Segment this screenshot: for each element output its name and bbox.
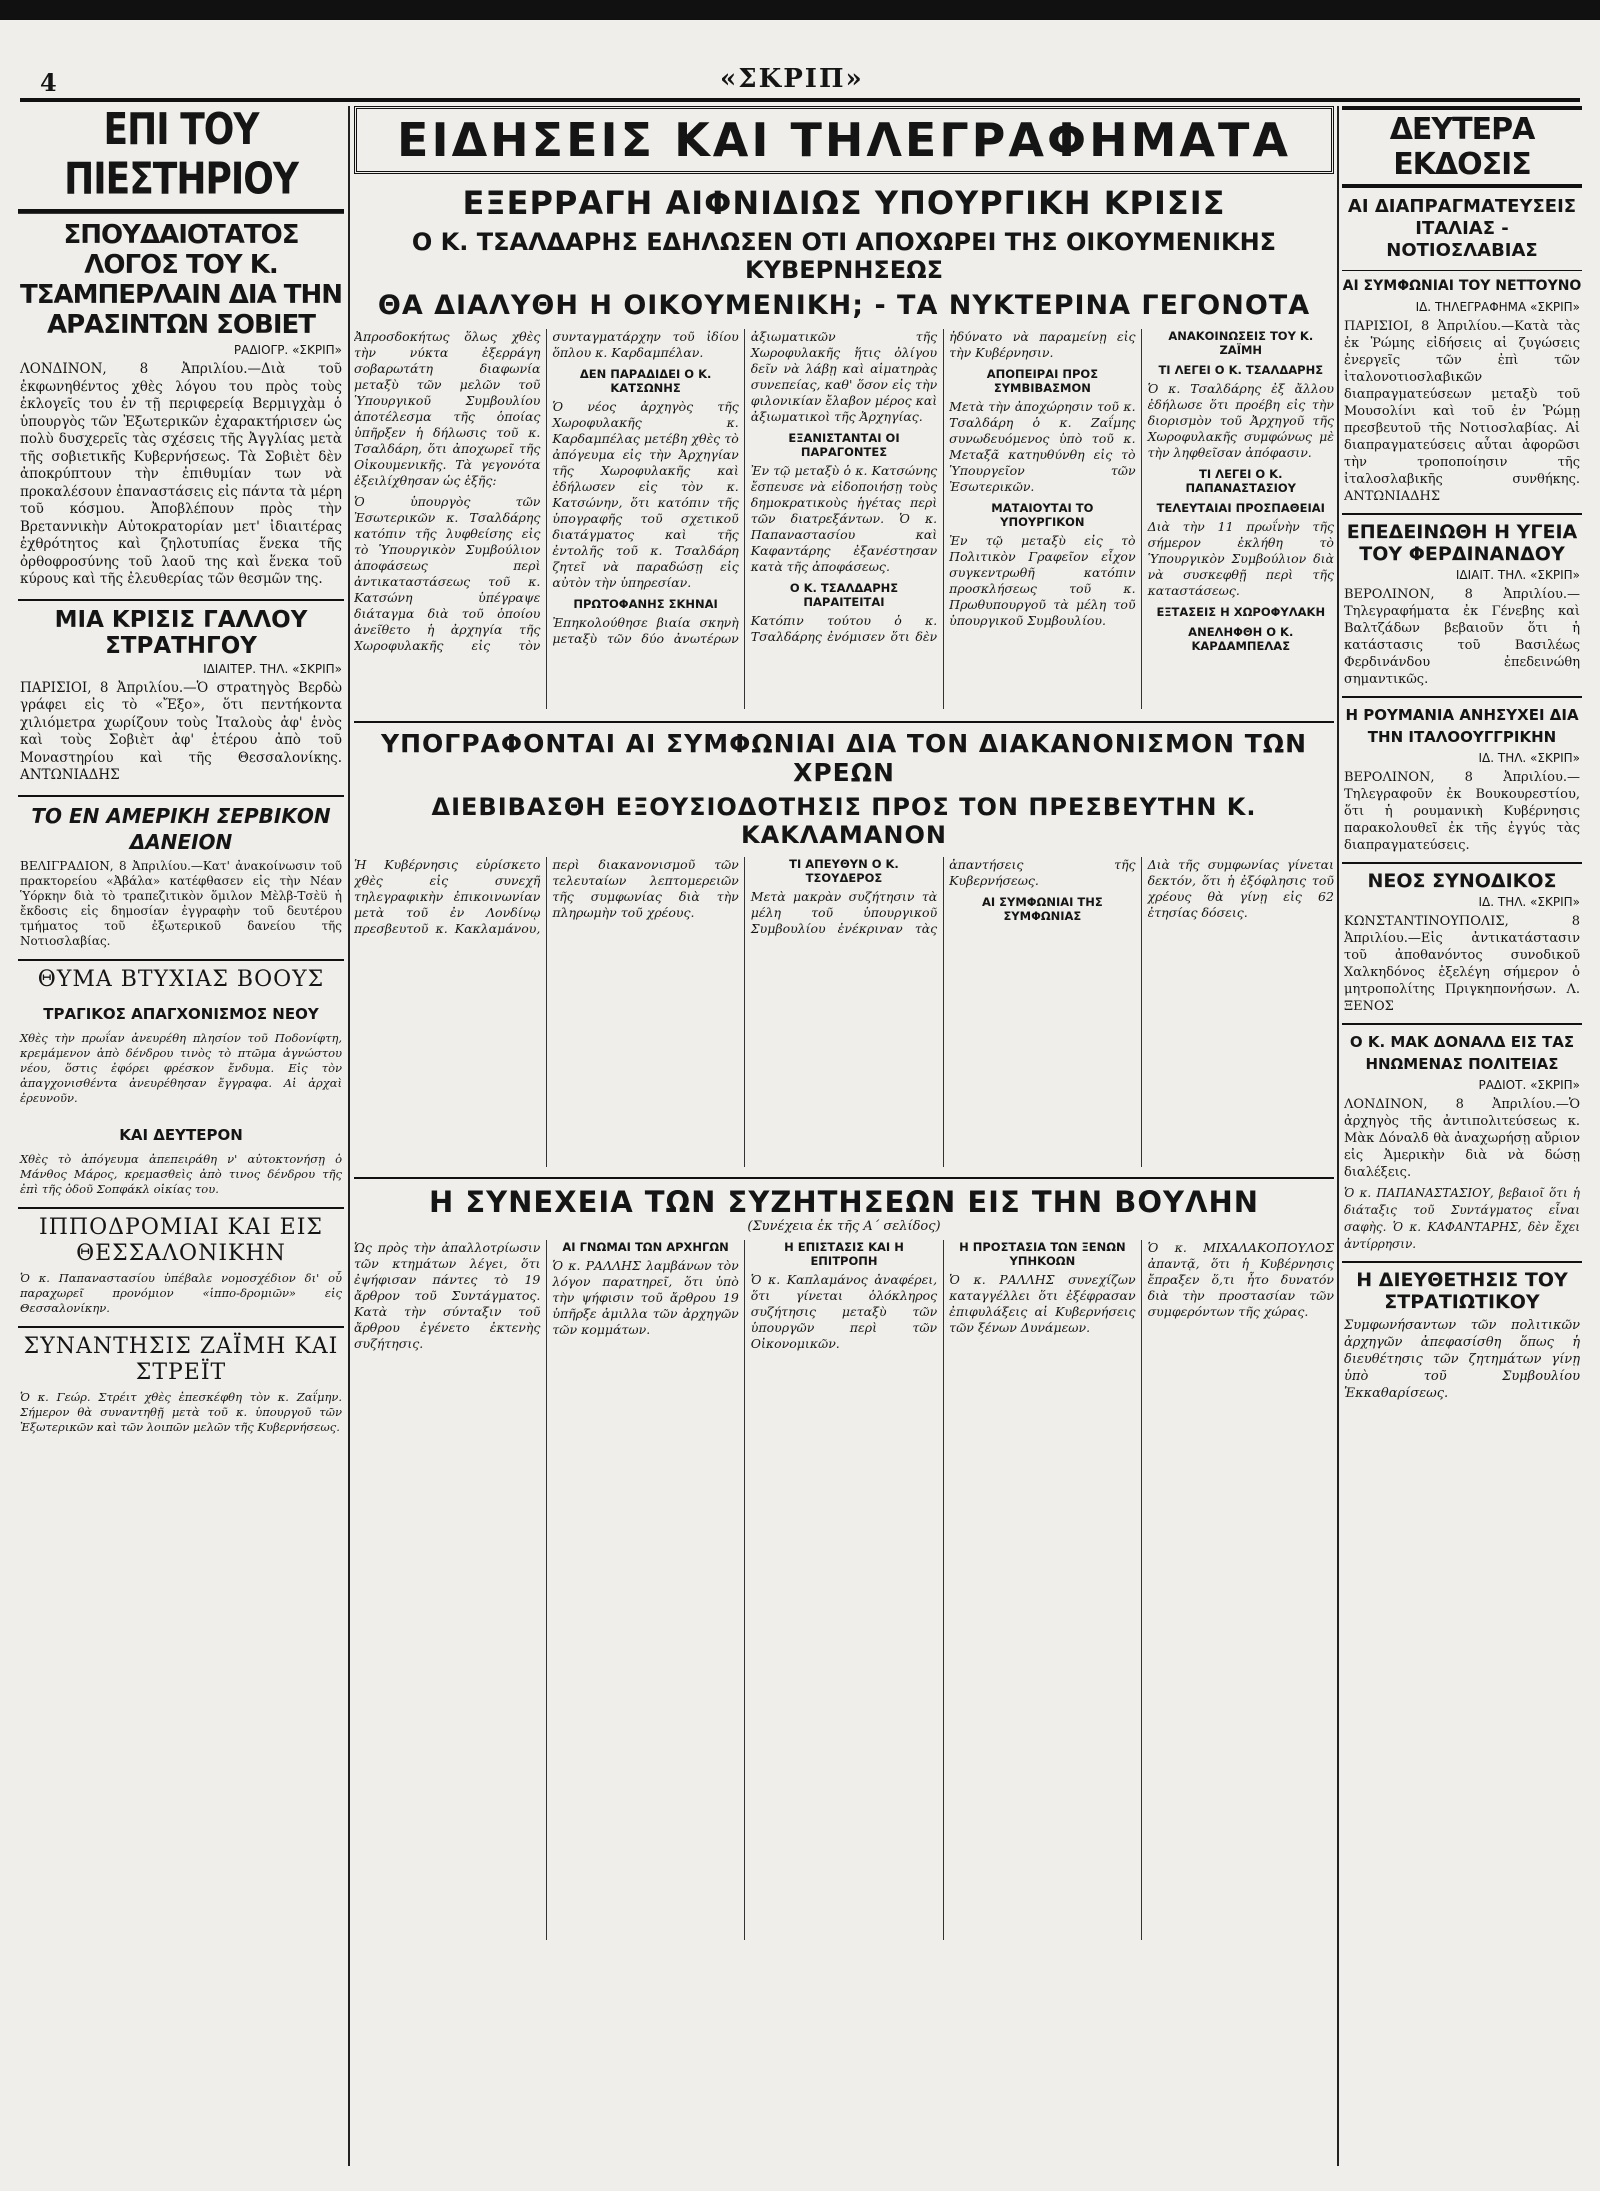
crisis-subhead: ΔΕΝ ΠΑΡΑΔΙΔΕΙ Ο Κ. ΚΑΤΣΩΝΗΣ: [579, 367, 712, 395]
second-case-head: ΚΑΙ ΔΕΥΤΕΡΟΝ: [119, 1125, 243, 1144]
macdonald-headline: Ο Κ. ΜΑΚ ΔΟΝΑΛΔ ΕΙΣ ΤΑΣ ΗΝΩΜΕΝΑΣ ΠΟΛΙΤΕΙΑΣ: [1342, 1023, 1582, 1075]
crisis-subhead: ΠΡΩΤΟΦΑΝΗΣ ΣΚΗΝΑΙ: [573, 597, 718, 611]
left-column: [18, 106, 344, 2166]
parliament-paragraph: Ὁ κ. ΡΑΛΛΗΣ συνεχίζων καταγγέλλει ὅτι ἐξέφρασαν ἐπιφυλάξεις αἱ Κυβερνήσεις τῶν ξένων Δυνάμεων.: [949, 1272, 1136, 1335]
meeting-head: ΣΥΝΑΝΤΗΣΙΣ ΖΑΪΜΗ ΚΑΙ ΣΤΡΕΪΤ: [18, 1326, 344, 1386]
parliament-story-columns: [354, 1240, 1334, 1940]
left-story-body: ΛΟΝΔΙΝΟΝ, 8 Ἀπριλίου.—Διὰ τοῦ ἐκφωνηθέντος χθὲς λόγου του πρὸς τοὺς ἐκλογεῖς του ἐν τῇ περιφερείᾳ Βερμιγχὰμ ὁ ὑπουργὸς τῶν Ἐξωτερικῶν ἐχαρακτήρισεν ὡς πολὺ δυσχερεῖς τὰς σχέσεις τῆς Ἀγγλίας μετὰ τῆς σοβιετικῆς Κυβερνήσεως. Τὰ Σοβιὲτ δὲν ἀποκρύπτουν τὴν ἐπιθυμίαν των νὰ προκαλέσουν ἐπαναστάσεις εἰς πάντα τὰ μέρη τοῦ κόσμου. Ἀποβλέπουν πρὸς τὴν Βρεταννικὴν Αὐτοκρατορίαν μετ' ἰδιαιτέρας ἐχθρότητος καὶ ζηλοτυπίας ἕνεκα τῆς ὀρθοφροσύνης τοῦ λαοῦ της καὶ ἕνεκα τοῦ κύρους καὶ τῆς ἐλευθερίας τῶν θεσμῶν της.: [20, 361, 342, 587]
crisis-paragraph: Κατόπιν τούτου ὁ κ. Τσαλδάρης ἐνόμισεν ὅτι δὲν ἠδύνατο νὰ παραμείνῃ εἰς τὴν Κυβέρνησιν.: [750, 329, 1136, 644]
debts-headline: ΥΠΟΓΡΑΦΟΝΤΑΙ ΑΙ ΣΥΜΦΩΝΙΑΙ ΔΙΑ ΤΟΝ ΔΙΑΚΑΝΟΝΙΣΜΟΝ ΤΩΝ ΧΡΕΩΝ: [354, 721, 1334, 787]
romania-credit: ΙΔ. ΤΗΛ. «ΣΚΡΙΠ»: [1478, 751, 1580, 765]
debts-story-columns: [354, 857, 1334, 1167]
romania-body: ΒΕΡΟΛΙΝΟΝ, 8 Ἀπριλίου.—Τηλεγραφοῦν ἐκ Βουκουρεστίου, ὅτι ἡ ρουμανικὴ Κυβέρνησις παρακολουθεῖ ἐκ τῆς ἐγγύς τὰς διαπραγματεύσεις.: [1344, 770, 1580, 853]
header-rule: [20, 98, 1580, 102]
debts-paragraph: Διὰ τῆς συμφωνίας γίνεται δεκτόν, ὅτι ἡ ἐξόφλησις τοῦ χρέους θὰ γίνῃ εἰς 62 ἐτησίας δόσεις.: [1147, 857, 1334, 920]
crisis-deck: ΘΑ ΔΙΑΛΥΘΗ Η ΟΙΚΟΥΜΕΝΙΚΗ; - ΤΑ ΝΥΚΤΕΡΙΝΑ ΓΕΓΟΝΟΤΑ: [377, 290, 1311, 321]
victim-body: Χθὲς τὴν πρωΐαν ἀνευρέθη πλησίον τοῦ Ποδονίφτη, κρεμάμενον ἀπὸ δένδρου τινὸς τὸ πτῶμα ἀγνώστου νέου, ὅστις ἐφόρει φρέσκον ἔνδυμα. Εἰς τὸν ἀπαγχονισθέντα ἀνευρέθησαν ἔγγραφα. Αἱ ἀρχαὶ ἐρευνοῦν.: [20, 1030, 342, 1105]
parliament-subhead: ΑΙ ΓΝΩΜΑΙ ΤΩΝ ΑΡΧΗΓΩΝ: [562, 1240, 729, 1254]
serbian-loan-head: ΤΟ ΕΝ ΑΜΕΡΙΚΗ ΣΕΡΒΙΚΟΝ ΔΑΝΕΙΟΝ: [18, 795, 344, 855]
synod-body: ΚΩΝΣΤΑΝΤΙΝΟΥΠΟΛΙΣ, 8 Ἀπριλίου.—Εἰς ἀντικατάστασιν τοῦ ἀποθανόντος συνοδικοῦ Χαλκηδόνος ἐξελέγη σήμερον ὁ μητροπολίτης Πριγκηπονήσων. Λ. ΞΕΝΟΣ: [1344, 914, 1580, 1014]
crisis-subhead: ΤΕΛΕΥΤΑΙΑΙ ΠΡΟΣΠΑΘΕΙΑΙ: [1156, 501, 1325, 515]
victim-head: ΘΥΜΑ ΒΤΥΧΙΑΣ ΒΟΟΥΣ: [18, 959, 344, 993]
gallic-general-body: ΠΑΡΙΣΙΟΙ, 8 Ἀπριλίου.—Ὁ στρατηγὸς Βερδὼ γράφει εἰς τὸ «Ἔξο», ὅτι πεντήκοντα χιλιόμετρα χωρίζουν τοὺς Ἰταλοὺς ἀφ' ἑνὸς καὶ τοὺς Σοβιὲτ ἀφ' ἑτέρου ἀπὸ τοῦ Μοναστηρίου καὶ τῆς Θεσσαλονίκης. ΑΝΤΩΝΙΑΔΗΣ: [20, 679, 342, 783]
victim-subhead: ΤΡΑΓΙΚΟΣ ΑΠΑΓΧΟΝΙΣΜΟΣ ΝΕΟΥ: [43, 1004, 319, 1023]
racing-body: Ὁ κ. Παπαναστασίου ὑπέβαλε νομοσχέδιον δι' οὗ παραχωρεῖ προνόμιον «ἱππο-δρομιῶν» εἰς Θεσσαλονίκην.: [20, 1270, 342, 1315]
crisis-subhead: Ο Κ. ΤΣΑΛΔΑΡΗΣ ΠΑΡΑΙΤΕΙΤΑΙ: [789, 581, 899, 609]
crisis-paragraph: Ὁ ὑπουργὸς τῶν Ἐσωτερικῶν κ. Τσαλδάρης κατόπιν τῆς λυφθείσης εἰς τὸ Ὑπουργικὸν Συμβούλιον ἀποφάσεως περὶ ἀντικαταστάσεως τοῦ κ. Κατσώνη ὑπέγραψε διάταγμα διὰ τοῦ ὁποίου ἀνεῖθετο ἡ ἀρχηγία τῆς Χωροφυλακῆς εἰς τὸν συνταγματάρχην τοῦ ἰδίου ὅπλου κ. Καρδαμπέλαν.: [354, 329, 739, 653]
crisis-paragraph: Ἐν τῷ μεταξὺ ὁ κ. Κατσώνης ἔσπευσε νὰ εἰδοποιήσῃ τοὺς δημοκρατικοὺς ἡγέτας περὶ τῶν διατρεξάντων. Ὁ κ. Παπαναστασίου καὶ Καφαντάρης ἐξανέστησαν κατὰ τῆς ἀποφάσεως.: [750, 463, 938, 574]
crisis-paragraph: Ὁ κ. Τσαλδάρης ἐξ ἄλλου ἐδήλωσε ὅτι προέβη εἰς τὴν διορισμὸν τοῦ Ἀρχηγοῦ τῆς Χωροφυλακῆς συμφώνως μὲ τὴν ληφθεῖσαν ἀπόφασιν.: [1147, 381, 1334, 460]
crisis-subhead: ΑΝΑΚΟΙΝΩΣΕΙΣ ΤΟΥ Κ. ΖΑΪΜΗ: [1168, 329, 1314, 357]
crisis-paragraph: Ἐπηκολούθησε βιαία σκηνὴ μεταξὺ τῶν δύο ἀνωτέρων ἀξιωματικῶν τῆς Χωροφυλακῆς ἥτις ὀλίγου δεῖν νὰ λάβῃ καὶ αἱματηρὰς συνεπείας, καθ' ὅσον εἰς τὴν φιλονικίαν ἔλαβον μέρος καὶ ἀξιωματικοὶ τῆς Ἀρχηγίας.: [552, 329, 938, 646]
parliament-paragraph: Ὁ κ. ΡΑΛΛΗΣ λαμβάνων τὸν λόγον παρατηρεῖ, ὅτι ὑπὸ τὴν ψήφισιν τοῦ ἄρθρου 19 ὑπῆρξε ἁμιλλα τῶν ἀρχηγῶν τῶν κομμάτων.: [552, 1258, 739, 1337]
serbian-loan-body: ΒΕΛΙΓΡΑΔΙΟΝ, 8 Ἀπριλίου.—Κατ' ἀνακοίνωσιν τοῦ πρακτορείου «Ἀβάλα» κατέφθασεν εἰς τὴν Νέαν Ὑόρκην διὰ τὸ τραπεζιτικὸν ὅμιλον Μὲλβ-Τσὲϋ ἡ ἔκδοσις εἰς δημοσίαν ἐγγραφὴν τοῦ δευτέρου τμήματος τοῦ ἐξωτερικοῦ δανείου τῆς Νοτιοσλαβίας.: [20, 858, 342, 948]
nettuno-subheadline: ΑΙ ΣΥΜΦΩΝΙΑΙ ΤΟΥ ΝΕΤΤΟΥΝΟ: [1342, 270, 1582, 297]
top-border-bar: [0, 0, 1600, 20]
italy-yugoslavia-headline: ΑΙ ΔΙΑΠΡΑΓΜΑΤΕΥΣΕΙΣ ΙΤΑΛΙΑΣ - ΝΟΤΙΟΣΛΑΒΙΑΣ: [1347, 196, 1577, 261]
second-edition-banner: ΔΕΥΤΕΡΑ ΕΚΔΟΣΙΣ: [1342, 106, 1582, 188]
parliament-continuation-body: Ὁ κ. ΠΑΠΑΝΑΣΤΑΣΙΟΥ, βεβαιοῖ ὅτι ἡ διάταξις τοῦ Συντάγματος εἶναι σαφὴς. Ὁ κ. ΚΑΦΑΝΤΑΡΗΣ, δὲν ἔχει ἀντίρρησιν.: [1344, 1186, 1580, 1251]
military-body: Συμφωνήσαντων τῶν πολιτικῶν ἀρχηγῶν ἀπεφασίσθη ὅπως ἡ διευθέτησις τῶν ζητημάτων γίνῃ ὑπὸ τοῦ Συμβουλίου Ἐκκαθαρίσεως.: [1344, 1318, 1580, 1401]
synod-headline: ΝΕΟΣ ΣΥΝΟΔΙΚΟΣ: [1342, 862, 1582, 892]
crisis-subhead: ΤΙ ΛΕΓΕΙ Ο Κ. ΠΑΠΑΝΑΣΤΑΣΙΟΥ: [1185, 467, 1296, 495]
crisis-story-columns: [354, 329, 1334, 709]
macdonald-body: ΛΟΝΔΙΝΟΝ, 8 Ἀπριλίου.—Ὁ ἀρχηγὸς τῆς ἀντιπολιτεύσεως κ. Μὰκ Δόναλδ θὰ ἀναχωρήσῃ αὔριον εἰς Ἀμερικὴν διὰ νὰ δώσῃ διαλέξεις.: [1344, 1097, 1580, 1180]
page-number: 4: [40, 68, 57, 97]
meeting-body: Ὁ κ. Γεώρ. Στρέιτ χθὲς ἐπεσκέφθη τὸν κ. Ζαΐμην. Σήμερον θὰ συναντηθῇ μετὰ τοῦ κ. ὑπουργοῦ τῶν Ἐξωτερικῶν καὶ τῶν λοιπῶν μελῶν τῆς Κυβερνήσεως.: [20, 1389, 342, 1434]
gallic-general-credit: ΙΔΙΑΙΤΕΡ. ΤΗΛ. «ΣΚΡΙΠ»: [203, 661, 342, 676]
parliament-subhead: Η ΠΡΟΣΤΑΣΙΑ ΤΩΝ ΞΕΝΩΝ ΥΠΗΚΟΩΝ: [959, 1240, 1126, 1268]
second-case-body: Χθὲς τὸ ἀπόγευμα ἀπεπειράθη ν' αὐτοκτονήσῃ ὁ Μάνθος Μάρος, κρεμασθεὶς ἀπὸ τινος δένδρου τῆς ἐπὶ τῆς ὁδοῦ Σοπφάκλ οἰκίας του.: [20, 1151, 342, 1196]
main-column: [354, 106, 1334, 2176]
parliament-subhead: Η ΕΠΙΣΤΑΣΙΣ ΚΑΙ Η ΕΠΙΤΡΟΠΗ: [784, 1240, 904, 1268]
parliament-paragraph: Ὁ κ. Καπλαμάνος ἀναφέρει, ὅτι γίνεται ὁλόκληρος συζήτησις μεταξὺ τῶν ὑπουργῶν περὶ τῶν Οἰκονομικῶν.: [750, 1272, 938, 1351]
crisis-subhead: ΤΙ ΛΕΓΕΙ Ο Κ. ΤΣΑΛΔΑΡΗΣ: [1158, 363, 1324, 377]
macdonald-credit: ΡΑΔΙΟΤ. «ΣΚΡΙΠ»: [1478, 1078, 1580, 1092]
ferdinand-credit: ΙΔΙΑΙΤ. ΤΗΛ. «ΣΚΡΙΠ»: [1455, 568, 1580, 582]
debts-subhead: ΤΙ ΑΠΕΥΘΥΝ Ο Κ. ΤΣΟΥΔΕΡΟΣ: [789, 857, 899, 885]
racing-head: ΙΠΠΟΔΡΟΜΙΑΙ ΚΑΙ ΕΙΣ ΘΕΣΣΑΛΟΝΙΚΗΝ: [18, 1207, 344, 1267]
column-divider-left: [348, 106, 350, 2166]
crisis-headline: ΕΞΕΡΡΑΓΗ ΑΙΦΝΙΔΙΩΣ ΥΠΟΥΡΓΙΚΗ ΚΡΙΣΙΣ: [462, 184, 1226, 222]
military-headline: Η ΔΙΕΥΘΕΤΗΣΙΣ ΤΟΥ ΣΤΡΑΤΙΩΤΙΚΟΥ: [1342, 1261, 1582, 1313]
synod-credit: ΙΔ. ΤΗΛ. «ΣΚΡΙΠ»: [1478, 895, 1580, 909]
crisis-subhead: ΕΞΑΝΙΣΤΑΝΤΑΙ ΟΙ ΠΑΡΑΓΟΝΤΕΣ: [788, 431, 900, 459]
debts-paragraph: Ἡ Κυβέρνησις εὑρίσκετο χθὲς εἰς συνεχῆ τηλεγραφικὴν ἐπικοινωνίαν μετὰ τοῦ ἐν Λονδίνῳ πρεσβευτοῦ κ. Κακλαμάνου, περὶ διακανονισμοῦ τῶν τελευταίων λεπτομερειῶν τῆς συμφωνίας διὰ τὴν πληρωμὴν τοῦ χρέους.: [354, 857, 739, 936]
gallic-general-head: ΜΙΑ ΚΡΙΣΙΣ ΓΑΛΛΟΥ ΣΤΡΑΤΗΓΟΥ: [18, 599, 344, 659]
parliament-paragraph: Ὁ κ. ΜΙΧΑΛΑΚΟΠΟΥΛΟΣ ἀπαντᾷ, ὅτι ἡ Κυβέρνησις ἔπραξεν ὅ,τι ἦτο δυνατόν διὰ τὴν προστασίαν τῶν συμφερόντων τῆς χώρας.: [1147, 1240, 1334, 1319]
ferdinand-headline: ΕΠΕΔΕΙΝΩΘΗ Η ΥΓΕΙΑ ΤΟΥ ΦΕΡΔΙΝΑΝΔΟΥ: [1342, 513, 1582, 565]
crisis-paragraph: Ἀπροσδοκήτως ὅλως χθὲς τὴν νύκτα ἐξερράγη σοβαρωτάτη διαφωνία μεταξὺ τῶν μελῶν τοῦ Ὑπουργικοῦ Συμβουλίου ἀποτέλεσμα τῆς ὁποίας ὑπῆρξεν ἡ δήλωσις τοῦ κ. Τσαλδάρη, ὅτι ἀποχωρεῖ τῆς Οἰκουμενικῆς. Τὰ γεγονότα ἐξειλίχθησαν ὡς ἑξῆς:: [354, 329, 541, 488]
crisis-subheadline: Ο Κ. ΤΣΑΛΔΑΡΗΣ ΕΔΗΛΩΣΕΝ ΟΤΙ ΑΠΟΧΩΡΕΙ ΤΗΣ ΟΙΚΟΥΜΕΝΙΚΗΣ ΚΥΒΕΡΝΗΣΕΩΣ: [411, 228, 1277, 284]
romania-headline: Η ΡΟΥΜΑΝΙΑ ΑΝΗΣΥΧΕΙ ΔΙΑ ΤΗΝ ΙΤΑΛΟΟΥΓΓΡΙΚΗΝ: [1342, 696, 1582, 748]
parliament-headline: Η ΣΥΝΕΧΕΙΑ ΤΩΝ ΣΥΖΗΤΗΣΕΩΝ ΕΙΣ ΤΗΝ ΒΟΥΛΗΝ: [354, 1177, 1334, 1219]
debts-subheadline: ΔΙΕΒΙΒΑΣΘΗ ΕΞΟΥΣΙΟΔΟΤΗΣΙΣ ΠΡΟΣ ΤΟΝ ΠΡΕΣΒΕΥΤΗΝ Κ. ΚΑΚΛΑΜΑΝΟΝ: [431, 793, 1257, 849]
right-column: [1342, 106, 1582, 2176]
crisis-subhead: ΜΑΤΑΙΟΥΤΑΙ ΤΟ ΥΠΟΥΡΓΙΚΟΝ: [991, 501, 1094, 529]
newspaper-masthead: «ΣΚΡΙΠ»: [720, 64, 864, 94]
left-banner: ΕΠΙ ΤΟΥ ΠΙΕΣΤΗΡΙΟΥ: [18, 106, 344, 214]
crisis-subhead: ΑΠΟΠΕΙΡΑΙ ΠΡΟΣ ΣΥΜΒΙΒΑΣΜΟΝ: [986, 367, 1099, 395]
debts-subhead: ΑΙ ΣΥΜΦΩΝΙΑΙ ΤΗΣ ΣΥΜΦΩΝΙΑΣ: [981, 895, 1103, 923]
crisis-paragraph: Διὰ τὴν 11 πρωΐνὴν τῆς σήμερον ἐκλήθη τὸ Ὑπουργικὸν Συμβούλιον διὰ νὰ συσκεφθῇ περὶ τῆς καταστάσεως.: [1147, 519, 1334, 598]
left-credit: ΡΑΔΙΟΓΡ. «ΣΚΡΙΠ»: [233, 343, 342, 357]
crisis-paragraph: Μετὰ τὴν ἀποχώρησιν τοῦ κ. Τσαλδάρη ὁ κ. Ζαΐμης συνωδευόμενος ὑπὸ τοῦ κ. Μεταξᾶ κατηυθύνθη εἰς τὸ Ὑπουργεῖον τῶν Ἐσωτερικῶν.: [949, 399, 1136, 494]
column-divider-right: [1337, 106, 1339, 2166]
nettuno-body: ΠΑΡΙΣΙΟΙ, 8 Ἀπριλίου.—Κατὰ τὰς ἐκ Ῥώμης εἰδήσεις αἱ ζυγώσεις ἐνεργεῖς τῶν ἐπὶ τῶν ἰταλονοτιοσλαβικῶν διαπραγματεύσεων μεταξὺ τοῦ Μουσολίνι καὶ τοῦ ἐν Ῥώμῃ πρεσβευτοῦ τῆς Νοτιοσλαβίας. Αἱ διαπραγματεύσεις αὗται ἀφορῶσι τὴν τροποποίησιν τῆς ἰταλοσλαβικῆς συνθήκης. ΑΝΤΩΝΙΑΔΗΣ: [1344, 319, 1580, 504]
parliament-continuation-note: (Συνέχεια ἐκ τῆς Α΄ σελίδος): [747, 1219, 941, 1234]
main-banner: ΕΙΔΗΣΕΙΣ ΚΑΙ ΤΗΛΕΓΡΑΦΗΜΑΤΑ: [354, 106, 1334, 174]
ferdinand-body: ΒΕΡΟΛΙΝΟΝ, 8 Ἀπριλίου.—Τηλεγραφήματα ἐκ Γένεβης καὶ Βαλτζάδων βεβαιοῦν ὅτι ἡ κατάστασις τοῦ Βασιλέως Φερδινάνδου ἐπεδεινώθη σημαντικῶς.: [1344, 587, 1580, 687]
crisis-subhead: ΑΝΕΛΗΦΘΗ Ο Κ. ΚΑΡΔΑΜΠΕΛΑΣ: [1188, 625, 1294, 653]
crisis-subhead: ΕΞΤΑΣΕΙΣ Η ΧΩΡΟΦΥΛΑΚΗ: [1156, 605, 1326, 619]
debts-paragraph: Μετὰ μακρὰν συζήτησιν τὰ μέλη τοῦ ὑπουργικοῦ Συμβουλίου ἐνέκριναν τὰς ἀπαντήσεις τῆς Κυβερνήσεως.: [750, 857, 1136, 936]
right-credit: ΙΔ. ΤΗΛΕΓΡΑΦΗΜΑ «ΣΚΡΙΠ»: [1415, 300, 1580, 314]
parliament-paragraph: Ὡς πρὸς τὴν ἀπαλλοτρίωσιν τῶν κτημάτων λέγει, ὅτι ἐψήφισαν πάντες τὸ 19 ἄρθρον τοῦ Συντάγματος. Κατὰ τὴν σύνταξιν τοῦ ἄρθρου ἐγένετο ἐκτενὴς συζήτησις.: [354, 1240, 541, 1351]
crisis-paragraph: Ἐν τῷ μεταξὺ εἰς τὸ Πολιτικὸν Γραφεῖον εἶχον συγκεντρωθῆ κατόπιν προσκλήσεως τοῦ κ. Πρωθυπουργοῦ τὰ μέλη τοῦ ὑπουργικοῦ Συμβουλίου.: [949, 533, 1136, 628]
crisis-paragraph: Ὁ νέος ἀρχηγὸς τῆς Χωροφυλακῆς κ. Καρδαμπέλας μετέβη χθὲς τὸ ἀπόγευμα εἰς τὴν Ἀρχηγίαν τῆς Χωροφυλακῆς καὶ ἐδήλωσεν εἰς τὸν κ. Κατσώνην, ὅτι κατόπιν τῆς ὑπογραφῆς τοῦ σχετικοῦ διατάγματος καὶ τῆς ἐντολῆς τοῦ κ. Τσαλδάρη ζητεῖ νὰ παραδώσῃ εἰς αὐτὸν τὴν ὑπηρεσίαν.: [552, 399, 739, 590]
left-subhead: ΣΠΟΥΔΑΙΟΤΑΤΟΣ ΛΟΓΟΣ ΤΟΥ Κ. ΤΣΑΜΠΕΡΛΑΙΝ ΔΙΑ ΤΗΝ ΑΡΑΣΙΝΤΩΝ ΣΟΒΙΕΤ: [19, 220, 343, 340]
